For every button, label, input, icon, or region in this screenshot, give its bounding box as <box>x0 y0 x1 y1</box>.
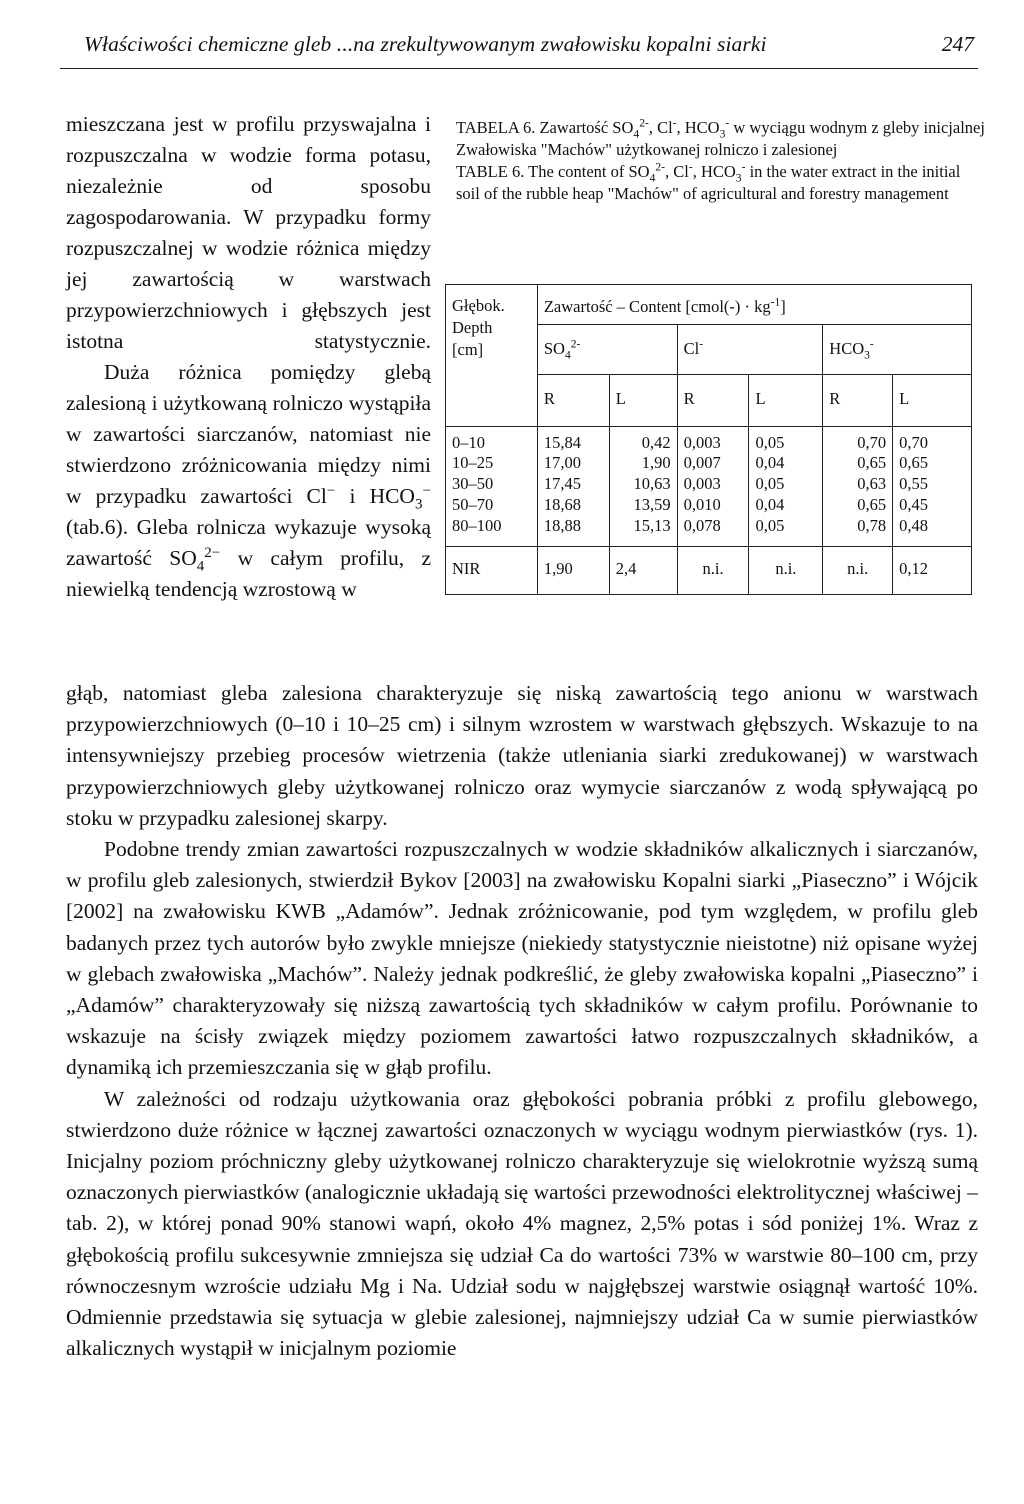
row-depth: 0–10 <box>446 427 538 454</box>
table-row <box>446 474 972 495</box>
table-cell: 2,4 <box>609 547 677 595</box>
caption-polish: TABELA 6. Zawartość $SO_4^{2-}$, Cl-, $HCO_3^-$ w wyciągu wodnym z gleby inicjalnej Zwałowiska "Machów" użytkowanej rolniczo i zalesionej <box>456 117 985 159</box>
table-cell: 0,55 <box>893 474 972 495</box>
body-paragraph-continuation: głąb, natomiast gleba zalesiona charakteryzuje się niską zawartością tego anionu w warstwach przypowierzchniowych (0–10 i 10–25 cm) i silnym wzrostem w warstwach głębszych. Wskazuje to na intensywniejszy przebieg procesów wietrzenia (także utleniania siarki zredukowanej) w warstwach przypowierzchniowych gleby użytkowanej rolniczo oraz wymycie siarczanów z wodą spływającą po stoku w przypadku zalesionej skarpy. <box>66 681 978 830</box>
page-number: 247 <box>941 32 974 56</box>
table-cell: 0,65 <box>893 453 972 474</box>
subheader-cell: R <box>537 375 609 427</box>
table-cell: n.i. <box>749 547 823 595</box>
left-column-text <box>66 109 431 605</box>
content-header: Zawartość – Content [cmol(-) · $kg^{-1}$] <box>537 285 971 325</box>
left-paragraph-1: mieszczana jest w profilu przyswajalna i rozpuszczalna w wodzie forma potasu, niezależnie od sposobu zagospodarowania. W przypadku formy rozpuszczalnej w wodzie różnica między jej zawartością w warstwach przypowierzchniowych i głębszych jest istotna statystycznie. <box>66 112 431 353</box>
subheader-cell: L <box>609 375 677 427</box>
table-cell: 0,04 <box>749 495 823 516</box>
nir-label: NIR <box>446 547 538 595</box>
row-depth: 10–25 <box>446 453 538 474</box>
header-cl: Cl- <box>677 325 823 375</box>
table-cell: 0,45 <box>893 495 972 516</box>
table-cell: 0,63 <box>823 474 893 495</box>
table-caption <box>456 117 986 205</box>
table-cell: 13,59 <box>609 495 677 516</box>
body-paragraph-2: Podobne trendy zmian zawartości rozpuszczalnych w wodzie składników alkalicznych i siarczanów, w profilu gleb zalesionych, stwierdził Bykov [2003] na zwałowisku Kopalni siarki „Piaseczno” i Wójcik [2002] na zwałowisku KWB „Adamów”. Jednak zróżnicowanie, pod tym względem, w profilu gleb badanych przez tych autorów było zwykle mniejsze (niekiedy statystycznie nieistotne) niż opisane wyżej w glebach zwałowiska „Machów”. Należy jednak podkreślić, że gleby zwałowiska kopalni „Piaseczno” i „Adamów” charakteryzowały się niższą zawartością tych składników w całym profilu. Porównanie to wskazuje na ścisły związek między poziomem zawartości łatwo rozpuszczalnych składników, a dynamiką ich przemieszczania się w głąb profilu. <box>66 837 978 1080</box>
table-cell: 17,00 <box>537 453 609 474</box>
table-row <box>446 495 972 516</box>
table-cell: 18,68 <box>537 495 609 516</box>
table-cell: 0,003 <box>677 427 749 454</box>
table-cell: 0,05 <box>749 474 823 495</box>
data-table <box>445 284 972 595</box>
table-row-nir <box>446 547 972 595</box>
row-depth: 80–100 <box>446 516 538 547</box>
table-cell: 0,04 <box>749 453 823 474</box>
table-cell: 0,007 <box>677 453 749 474</box>
running-header <box>60 30 978 69</box>
table-row <box>446 427 972 454</box>
table-cell: 15,13 <box>609 516 677 547</box>
table-cell: 0,078 <box>677 516 749 547</box>
header-hco3: $HCO_3^-$ <box>823 325 972 375</box>
table-cell: 18,88 <box>537 516 609 547</box>
body-text <box>66 678 978 1364</box>
subheader-cell: R <box>677 375 749 427</box>
table-cell: n.i. <box>677 547 749 595</box>
table-cell: n.i. <box>823 547 893 595</box>
table-cell: 0,003 <box>677 474 749 495</box>
row-depth: 50–70 <box>446 495 538 516</box>
table-cell: 0,48 <box>893 516 972 547</box>
table-cell: 0,65 <box>823 453 893 474</box>
table-cell: 0,78 <box>823 516 893 547</box>
table-cell: 15,84 <box>537 427 609 454</box>
subheader-cell: L <box>749 375 823 427</box>
table-cell: 0,05 <box>749 516 823 547</box>
subheader-cell: R <box>823 375 893 427</box>
subheader-cell: L <box>893 375 972 427</box>
table-cell: 0,65 <box>823 495 893 516</box>
table-cell: 0,70 <box>823 427 893 454</box>
depth-header: Głębok. Depth [cm] <box>446 285 538 427</box>
table-cell: 0,70 <box>893 427 972 454</box>
table-row <box>446 516 972 547</box>
table-cell: 0,010 <box>677 495 749 516</box>
table-cell: 0,05 <box>749 427 823 454</box>
table-row <box>446 453 972 474</box>
table-cell: 1,90 <box>609 453 677 474</box>
table-cell: 0,12 <box>893 547 972 595</box>
body-paragraph-3: W zależności od rodzaju użytkowania oraz głębokości pobrania próbki z profilu glebowego, stwierdzono duże różnice w łącznej zawartości oznaczonych w wyciągu wodnym pierwiastków (rys. 1). Inicjalny poziom próchniczny gleby użytkowanej rolniczo charakteryzuje się wielokrotnie wyższą sumą oznaczonych pierwiastków (analogicznie układają się wartości przewodności elektrolitycznej właściwej – tab. 2), w której ponad 90% stanowi wapń, około 4% magnez, 2,5% potas i sód poniżej 1%. Wraz z głębokością profilu sukcesywnie zmniejsza się udział Ca do wartości 73% w warstwie 80–100 cm, przy równoczesnym wzroście udziału Mg i Na. Udział sodu w najgłębszej warstwie osiągnął wartość 10%. Odmiennie przedstawia się sytuacja w glebie zalesionej, najmniejszy udział Ca w sumie pierwiastków alkalicznych wystąpił w inicjalnym poziomie <box>66 1086 978 1361</box>
row-depth: 30–50 <box>446 474 538 495</box>
running-title: Właściwości chemiczne gleb ...na zrekultywowanym zwałowisku kopalni siarki <box>84 32 767 56</box>
caption-english: TABLE 6. The content of $SO_4^{2-}$, Cl-, $HCO_3^-$ in the water extract in the initial soil of the rubble heap "Machów" of agricultural and forestry management <box>456 161 961 203</box>
left-paragraph-2: Duża różnica pomiędzy glebą zalesioną i użytkowaną rolniczo wystąpiła w zawartości siarczanów, natomiast nie stwierdzono zróżnicowania między nimi w przypadku zawartości Cl− i $HCO_3^-$ (tab.6). Gleba rolnicza wykazuje wysoką zawartość $SO_4^{2-}$ w całym profilu, z niewielką tendencją wzrostową w <box>66 360 432 601</box>
table-cell: 10,63 <box>609 474 677 495</box>
table-cell: 0,42 <box>609 427 677 454</box>
table-cell: 1,90 <box>537 547 609 595</box>
header-so4: $SO_4^{2-}$ <box>537 325 677 375</box>
table-cell: 17,45 <box>537 474 609 495</box>
